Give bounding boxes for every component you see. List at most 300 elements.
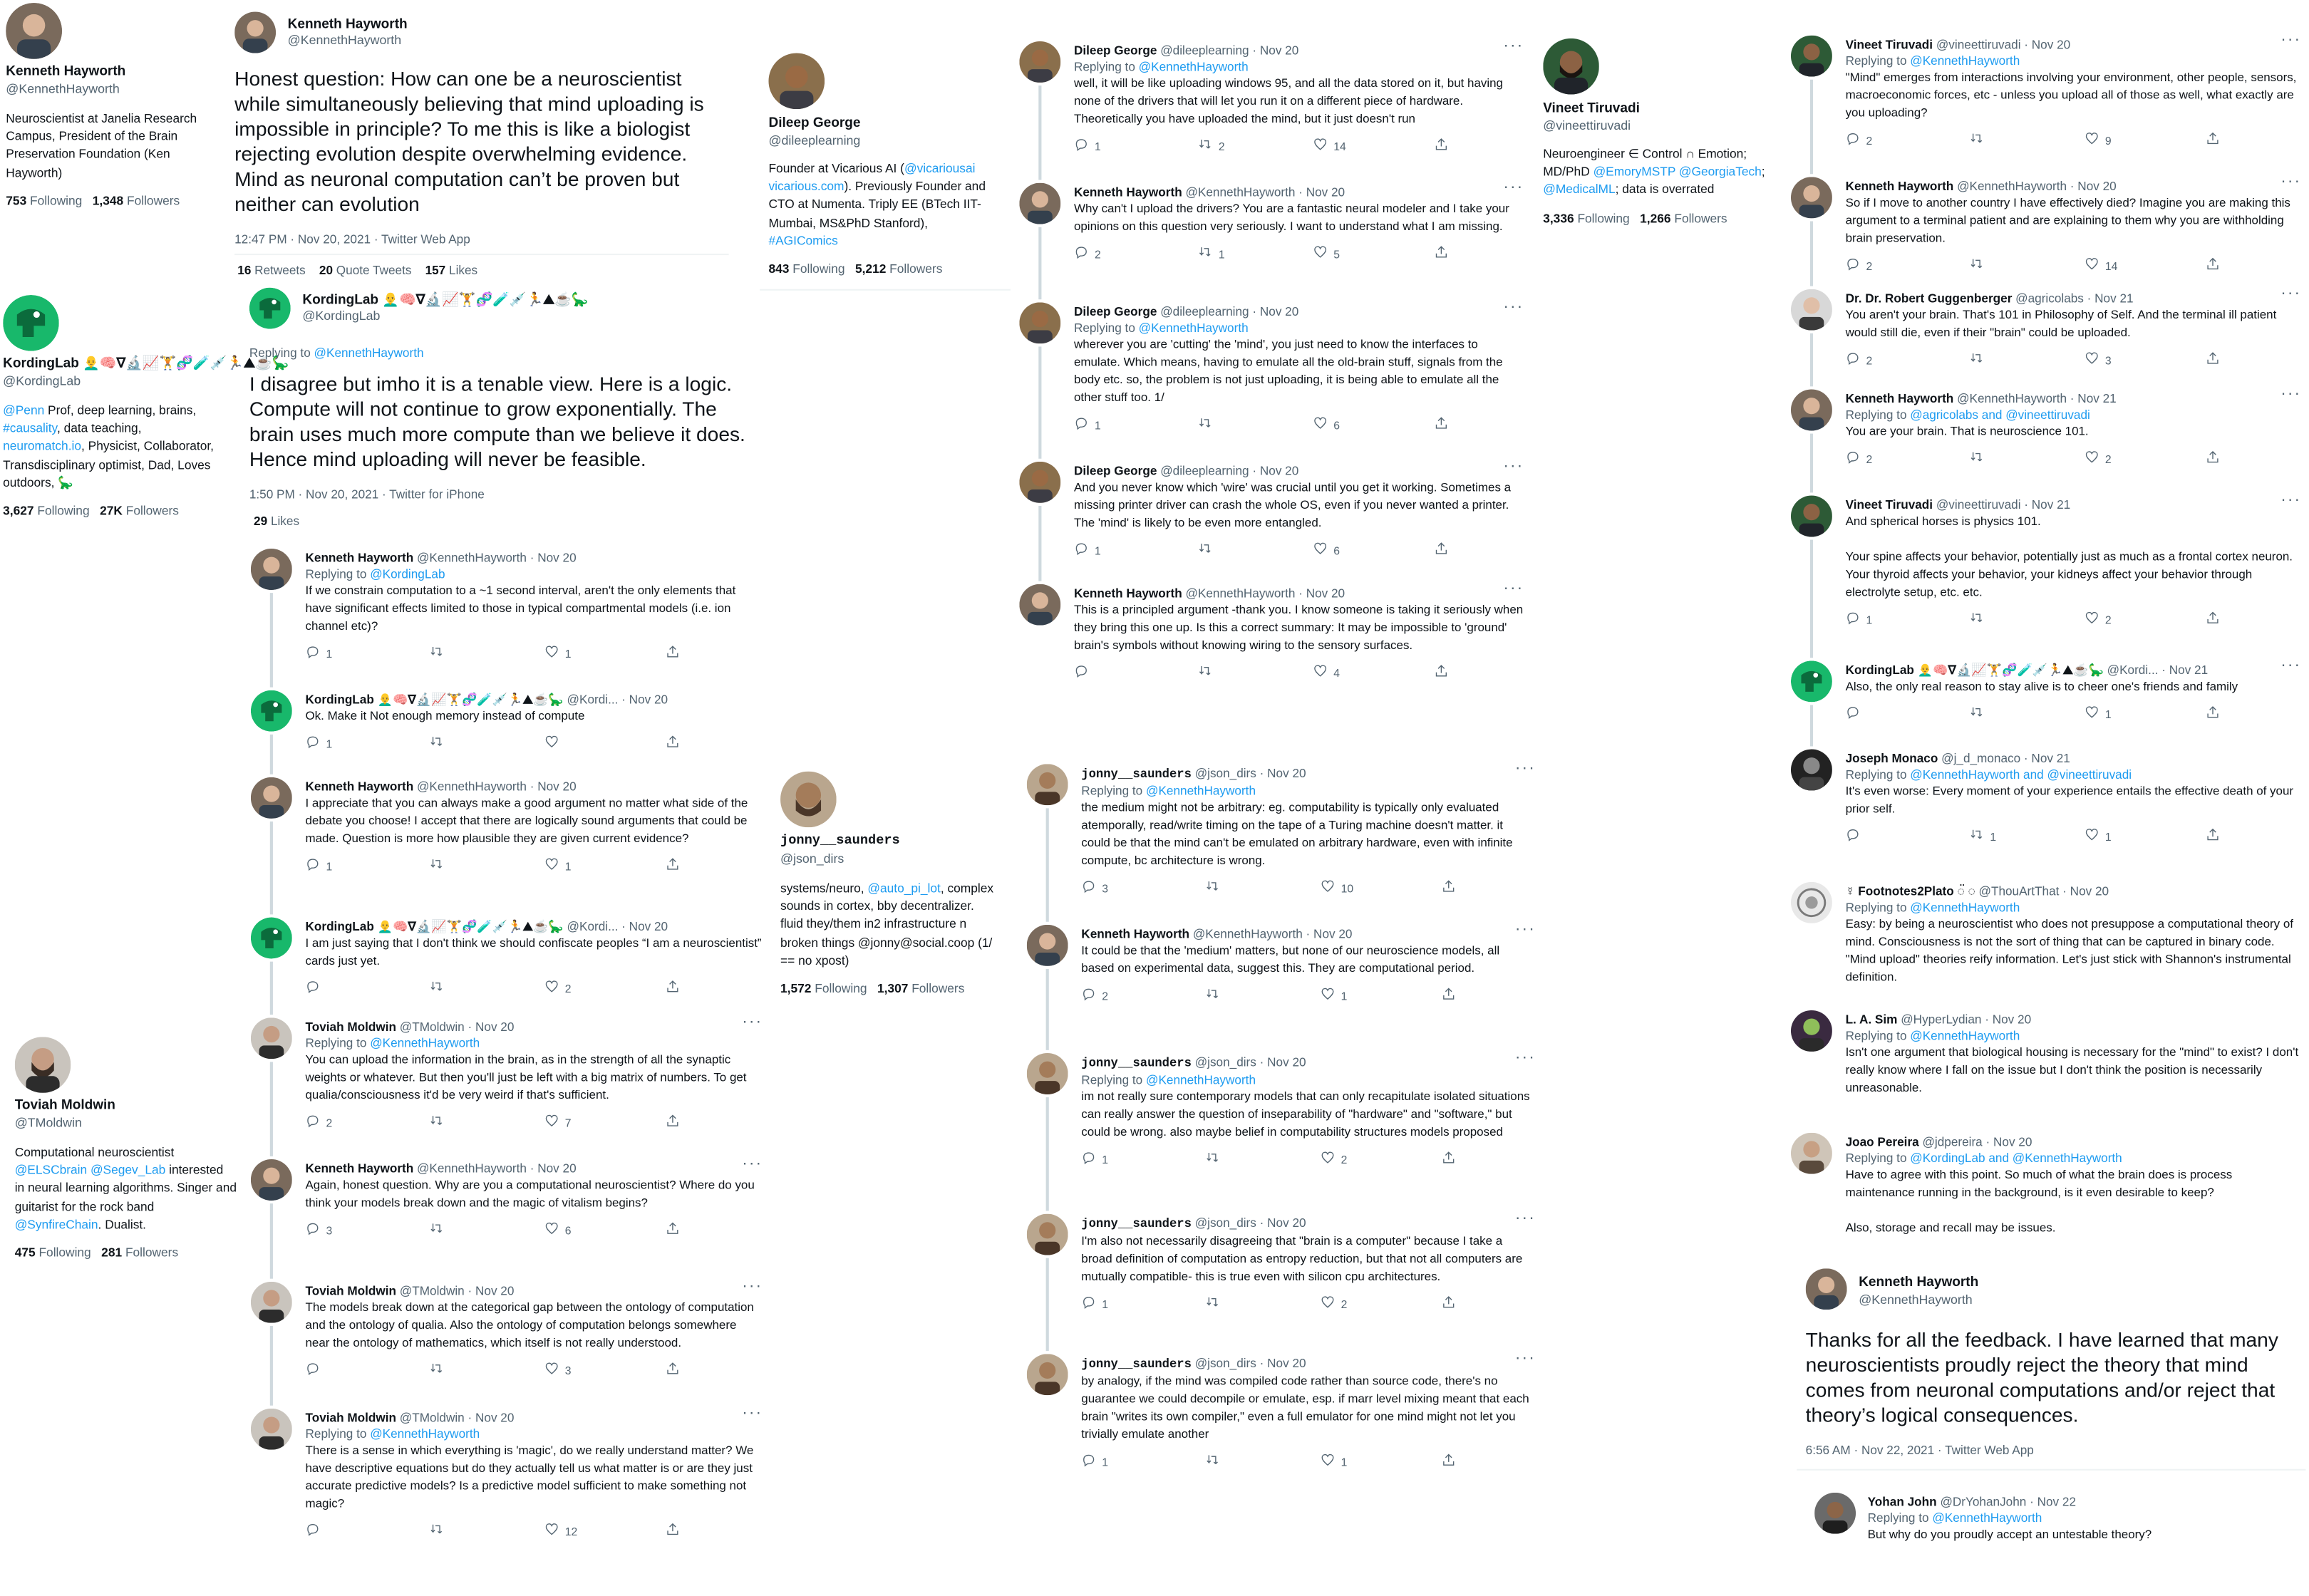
tweet[interactable] bbox=[1081, 1216, 1531, 1313]
avatar[interactable] bbox=[251, 1017, 292, 1059]
avatar[interactable] bbox=[1791, 882, 1832, 923]
share-button[interactable] bbox=[2206, 705, 2221, 723]
share-button[interactable] bbox=[1434, 138, 1449, 155]
share-button[interactable] bbox=[1441, 1295, 1456, 1313]
tweet-author-name[interactable]: Kenneth Hayworth bbox=[305, 550, 414, 565]
like-count: 2 bbox=[564, 981, 572, 995]
retweet-button[interactable] bbox=[1969, 705, 1990, 723]
tweet-author-name[interactable]: Joseph Monaco bbox=[1845, 750, 1938, 766]
avatar[interactable] bbox=[1791, 660, 1832, 702]
avatar[interactable] bbox=[768, 53, 825, 110]
like-button[interactable] bbox=[2085, 611, 2112, 629]
tweet[interactable] bbox=[1074, 463, 1524, 559]
tweet[interactable] bbox=[1081, 765, 1531, 897]
replying-to: Replying to @KennethHayworth bbox=[1073, 58, 1249, 74]
tweet-header bbox=[1074, 43, 1524, 59]
thread-connector bbox=[270, 1203, 273, 1279]
tweet[interactable] bbox=[1846, 178, 2300, 274]
reply-button[interactable] bbox=[1846, 351, 1873, 369]
avatar[interactable] bbox=[1019, 462, 1060, 503]
more-options-icon[interactable]: ··· bbox=[2280, 491, 2302, 509]
tweet-author-handle: @KennethHayworth bbox=[287, 32, 402, 48]
like-button[interactable] bbox=[2085, 450, 2112, 468]
tweet-author-handle[interactable]: @agricolabs · Nov 21 bbox=[2015, 290, 2134, 306]
more-options-icon[interactable]: ··· bbox=[1503, 36, 1524, 55]
tweet-author-name[interactable]: jonny__saunders bbox=[1081, 768, 1192, 782]
tweet-author-name[interactable]: Kenneth Hayworth bbox=[1073, 184, 1182, 200]
tweet-author-handle[interactable]: @KennethHayworth · Nov 21 bbox=[1957, 390, 2117, 406]
tweet-author-handle[interactable]: @vineettiruvadi · Nov 20 bbox=[1936, 36, 2071, 52]
retweet-button[interactable] bbox=[1969, 828, 1996, 846]
tweet-author-handle[interactable]: @json_dirs · Nov 20 bbox=[1194, 765, 1306, 781]
avatar[interactable] bbox=[1791, 289, 1832, 331]
tweet-author-handle[interactable]: @TMoldwin · Nov 20 bbox=[399, 1409, 515, 1425]
like-button[interactable] bbox=[544, 1523, 577, 1540]
replying-to-link[interactable]: @KennethHayworth bbox=[1910, 1027, 2020, 1043]
avatar[interactable] bbox=[251, 918, 292, 959]
reply-button[interactable] bbox=[305, 735, 332, 752]
tweet-text: So if I move to another country I have effectively died? Imagine you are making this argument to a terminal patient and are explaining to them why you are withholding brain preservation. bbox=[1845, 196, 2290, 246]
share-button[interactable] bbox=[2206, 828, 2221, 846]
tweet-text: And you never know which 'wire' was crucial until you get it working. Sometimes a missing printer driver can crash the whole OS, even if you never wanted a printer. The 'mind' is likely to be even more entangled. bbox=[1073, 480, 1512, 530]
kording-avatar-icon[interactable] bbox=[3, 295, 59, 351]
tweet[interactable] bbox=[305, 1283, 763, 1379]
tweet-author-handle[interactable]: @Kordi... · Nov 20 bbox=[567, 918, 668, 934]
retweet-button[interactable] bbox=[429, 980, 450, 998]
replying-to-link[interactable]: @KordingLab bbox=[370, 566, 445, 581]
avatar[interactable] bbox=[251, 777, 292, 819]
reply-button[interactable] bbox=[1074, 245, 1101, 263]
tweet-author-name[interactable]: Toviah Moldwin bbox=[305, 1409, 397, 1425]
thread-connector bbox=[1046, 969, 1049, 1050]
tweet-author-name[interactable]: Kenneth Hayworth bbox=[1081, 926, 1190, 941]
reply-button[interactable] bbox=[305, 645, 332, 663]
retweet-button[interactable] bbox=[1969, 132, 1990, 150]
share-icon bbox=[666, 645, 681, 663]
tweet[interactable] bbox=[305, 919, 763, 998]
tweet[interactable] bbox=[1846, 1012, 2300, 1098]
avatar[interactable] bbox=[1027, 1354, 1068, 1395]
like-button[interactable] bbox=[544, 1362, 572, 1379]
reply-button[interactable] bbox=[1846, 132, 1873, 150]
like-icon bbox=[544, 735, 559, 752]
replying-to-link[interactable]: @KennethHayworth bbox=[1910, 899, 2020, 915]
tweet-author-handle[interactable]: @vineettiruvadi · Nov 21 bbox=[1936, 497, 2071, 512]
more-options-icon[interactable]: ··· bbox=[2280, 284, 2302, 303]
reply-button[interactable] bbox=[1074, 542, 1101, 559]
tweet-header bbox=[1846, 1134, 2300, 1151]
tweet-author-handle[interactable]: @KennethHayworth · Nov 20 bbox=[417, 778, 577, 794]
avatar[interactable] bbox=[1027, 925, 1068, 966]
reply-button[interactable] bbox=[305, 980, 326, 998]
tweet-likes-count[interactable]: 29 Likes bbox=[254, 513, 300, 529]
replying-to-link[interactable]: @KennethHayworth bbox=[1138, 320, 1249, 335]
share-button[interactable] bbox=[666, 645, 681, 663]
tweet[interactable] bbox=[305, 1019, 763, 1131]
tweet-author-handle[interactable]: @KennethHayworth · Nov 20 bbox=[1192, 926, 1353, 941]
retweet-button[interactable] bbox=[429, 1114, 450, 1131]
tweet-author-handle[interactable]: @Kordi... · Nov 21 bbox=[2107, 662, 2209, 678]
reply-button[interactable] bbox=[305, 1221, 332, 1239]
tweet[interactable] bbox=[305, 1161, 763, 1239]
like-button[interactable] bbox=[1321, 1295, 1348, 1313]
avatar[interactable] bbox=[1791, 389, 1832, 430]
avatar[interactable] bbox=[1027, 1214, 1068, 1255]
more-options-icon[interactable]: ··· bbox=[1503, 298, 1524, 316]
tweet[interactable] bbox=[1846, 497, 2300, 629]
tweet[interactable] bbox=[1846, 391, 2300, 468]
tweet-author-handle[interactable]: @HyperLydian · Nov 20 bbox=[1901, 1012, 2032, 1027]
share-button[interactable] bbox=[1441, 987, 1456, 1005]
tweet[interactable] bbox=[1846, 291, 2300, 369]
like-button[interactable] bbox=[544, 645, 572, 663]
replying-to-link[interactable]: @agricolabs and @vineettiruvadi bbox=[1910, 407, 2090, 423]
more-options-icon[interactable]: ··· bbox=[1514, 1349, 1536, 1367]
tweet[interactable] bbox=[1074, 43, 1524, 155]
like-button[interactable] bbox=[1313, 245, 1340, 263]
avatar[interactable] bbox=[1806, 1268, 1847, 1310]
tweet-author-name[interactable]: Dileep George bbox=[1073, 43, 1157, 58]
avatar[interactable] bbox=[1543, 38, 1599, 95]
tweet[interactable] bbox=[1846, 884, 2300, 988]
tweet-header bbox=[1081, 1355, 1531, 1373]
tweet-author-handle[interactable]: @json_dirs · Nov 20 bbox=[1194, 1215, 1306, 1230]
retweet-button[interactable] bbox=[429, 1523, 450, 1540]
retweet-icon bbox=[1205, 1454, 1220, 1471]
replying-to-link[interactable]: @KordingLab and @KennethHayworth bbox=[1910, 1150, 2122, 1166]
share-button[interactable] bbox=[666, 980, 681, 998]
retweet-button[interactable] bbox=[1205, 1454, 1226, 1471]
tweet-header bbox=[1846, 751, 2300, 767]
avatar[interactable] bbox=[251, 1409, 292, 1450]
retweet-button[interactable] bbox=[429, 1221, 450, 1239]
more-options-icon[interactable]: ··· bbox=[1503, 178, 1524, 197]
more-options-icon[interactable]: ··· bbox=[2280, 385, 2302, 403]
like-button[interactable] bbox=[544, 980, 572, 998]
tweet-author-name[interactable]: Dileep George bbox=[1073, 304, 1157, 319]
avatar[interactable] bbox=[1019, 584, 1060, 626]
reply-count: 2 bbox=[1094, 247, 1101, 261]
tweet[interactable]: Yohan John @DrYohanJohn · Nov 22 Replying to @KennethHayworth But why do you proudly accept an untestable theory? bbox=[1867, 1493, 2152, 1542]
retweet-icon bbox=[1198, 245, 1213, 263]
reply-button[interactable] bbox=[1074, 664, 1095, 682]
avatar[interactable] bbox=[1791, 750, 1832, 791]
reply-button[interactable] bbox=[1081, 1295, 1108, 1313]
tweet-author-handle[interactable]: @j_d_monaco · Nov 21 bbox=[1941, 750, 2070, 766]
more-options-icon[interactable]: ··· bbox=[1514, 920, 1536, 938]
reply-icon bbox=[305, 735, 320, 752]
reply-button[interactable] bbox=[1081, 987, 1108, 1005]
replying-to-link[interactable]: @KennethHayworth bbox=[370, 1035, 480, 1050]
share-button[interactable] bbox=[1434, 664, 1449, 682]
tweet-author-handle[interactable]: @json_dirs · Nov 20 bbox=[1194, 1355, 1306, 1371]
tweet-author-name[interactable]: Kenneth Hayworth bbox=[305, 778, 414, 794]
tweet-author-name[interactable]: Dr. Dr. Robert Guggenberger bbox=[1845, 290, 2013, 306]
share-button[interactable] bbox=[666, 1362, 681, 1379]
avatar[interactable] bbox=[234, 12, 276, 53]
retweet-button[interactable] bbox=[1969, 611, 1990, 629]
reply-button[interactable] bbox=[305, 857, 332, 875]
more-options-icon[interactable]: ··· bbox=[742, 1013, 763, 1031]
reply-button[interactable] bbox=[305, 1114, 332, 1131]
tweet-author-name[interactable]: Kenneth Hayworth bbox=[305, 1161, 414, 1176]
like-button[interactable] bbox=[1313, 664, 1340, 682]
thread-connector bbox=[1038, 506, 1041, 581]
like-button[interactable] bbox=[2085, 705, 2112, 723]
retweet-icon bbox=[429, 1221, 444, 1239]
like-button[interactable] bbox=[2085, 257, 2117, 275]
avatar[interactable] bbox=[15, 1037, 71, 1093]
replying-to-link[interactable]: @KennethHayworth bbox=[370, 1426, 480, 1441]
tweet-author-handle[interactable]: @KennethHayworth · Nov 20 bbox=[417, 1161, 577, 1176]
more-options-icon[interactable]: ··· bbox=[1514, 760, 1536, 777]
tweet-author-name[interactable]: Vineet Tiruvadi bbox=[1845, 497, 1933, 512]
like-icon bbox=[1313, 417, 1328, 435]
retweet-button[interactable] bbox=[1198, 138, 1225, 155]
like-count: 1 bbox=[564, 647, 572, 660]
share-icon bbox=[2206, 450, 2221, 468]
tweet-text: well, it will be like uploading windows 95, and all the data stored on it, but having none of the drivers that will let you run it on a different piece of hardware. Theoretically you have uploaded the mind, but it just doesn't run bbox=[1073, 76, 1504, 126]
tweet[interactable] bbox=[1846, 662, 2300, 722]
share-button[interactable] bbox=[666, 857, 681, 875]
replying-to-link[interactable]: @KennethHayworth bbox=[1146, 783, 1256, 798]
divider bbox=[1797, 1469, 2305, 1471]
tweet[interactable] bbox=[1081, 1054, 1531, 1168]
share-button[interactable] bbox=[2206, 351, 2221, 369]
more-options-icon[interactable]: ··· bbox=[742, 1404, 763, 1422]
tweet-author-name[interactable]: Toviah Moldwin bbox=[305, 1282, 397, 1298]
retweet-button[interactable] bbox=[429, 645, 450, 663]
tweet-author-name[interactable]: Joao Pereira bbox=[1845, 1134, 1919, 1149]
reply-button[interactable] bbox=[1081, 879, 1108, 897]
share-button[interactable] bbox=[666, 1221, 681, 1239]
avatar[interactable] bbox=[1791, 36, 1832, 77]
retweet-icon bbox=[429, 735, 444, 752]
tweet[interactable] bbox=[1081, 1355, 1531, 1471]
replying-to-link[interactable]: @KennethHayworth bbox=[1910, 53, 2020, 68]
tweet[interactable] bbox=[1846, 751, 2300, 846]
tweet-header bbox=[1074, 463, 1524, 480]
more-options-icon[interactable]: ··· bbox=[1503, 579, 1524, 598]
retweet-icon bbox=[429, 645, 444, 663]
like-button[interactable] bbox=[1321, 1151, 1348, 1168]
tweet-author-handle[interactable]: @jdpereira · Nov 20 bbox=[1922, 1134, 2032, 1149]
tweet-author-name[interactable]: jonny__saunders bbox=[1081, 1057, 1192, 1071]
tweet-author-handle[interactable]: @TMoldwin · Nov 20 bbox=[399, 1019, 515, 1035]
like-button[interactable] bbox=[544, 735, 565, 752]
share-button[interactable] bbox=[1434, 417, 1449, 435]
retweet-button[interactable] bbox=[1205, 879, 1226, 897]
retweet-button[interactable] bbox=[429, 735, 450, 752]
reply-button[interactable] bbox=[1846, 705, 1866, 723]
more-options-icon[interactable]: ··· bbox=[2280, 31, 2302, 49]
avatar[interactable] bbox=[1814, 1493, 1856, 1534]
avatar[interactable] bbox=[1019, 183, 1060, 224]
tweet-author-handle[interactable]: @KennethHayworth · Nov 20 bbox=[1957, 178, 2117, 194]
like-button[interactable] bbox=[544, 857, 572, 875]
share-button[interactable] bbox=[2206, 257, 2221, 275]
like-button[interactable] bbox=[1321, 879, 1353, 897]
avatar[interactable] bbox=[251, 549, 292, 590]
tweet-author-name[interactable]: L. A. Sim bbox=[1845, 1012, 1898, 1027]
like-icon bbox=[1321, 879, 1336, 897]
avatar[interactable] bbox=[1027, 1053, 1068, 1094]
retweet-button[interactable] bbox=[1198, 417, 1219, 435]
reply-button[interactable] bbox=[305, 1362, 326, 1379]
reply-button[interactable] bbox=[1846, 450, 1873, 468]
more-options-icon[interactable]: ··· bbox=[1514, 1048, 1536, 1067]
share-button[interactable] bbox=[1441, 1151, 1456, 1168]
more-options-icon[interactable]: ··· bbox=[2280, 172, 2302, 191]
tweet[interactable] bbox=[1074, 304, 1524, 434]
kording-avatar-icon[interactable] bbox=[249, 288, 291, 329]
like-button[interactable] bbox=[544, 1114, 572, 1131]
like-count: 2 bbox=[1341, 1297, 1348, 1311]
share-button[interactable] bbox=[2206, 611, 2221, 629]
retweet-button[interactable] bbox=[1205, 1295, 1226, 1313]
avatar[interactable] bbox=[1019, 302, 1060, 343]
tweet-header bbox=[1846, 662, 2300, 678]
avatar[interactable] bbox=[251, 1282, 292, 1323]
avatar[interactable] bbox=[6, 3, 62, 59]
tweet-author-name[interactable]: Kenneth Hayworth bbox=[1845, 390, 1954, 406]
tweet-author-name[interactable]: Vineet Tiruvadi bbox=[1845, 36, 1933, 52]
share-button[interactable] bbox=[2206, 132, 2221, 150]
avatar[interactable] bbox=[1791, 496, 1832, 537]
tweet-author-name[interactable]: jonny__saunders bbox=[1081, 1218, 1192, 1232]
like-icon bbox=[1321, 1295, 1336, 1313]
reply-button[interactable] bbox=[1074, 417, 1101, 435]
tweet[interactable] bbox=[305, 1410, 763, 1540]
tweet-author-name[interactable]: ☿ Footnotes2Plato ◌̈ ◌ bbox=[1845, 883, 1975, 898]
like-button[interactable] bbox=[544, 1221, 572, 1239]
tweet[interactable] bbox=[1081, 926, 1531, 1005]
tweet-author-handle[interactable]: @dileeplearning · Nov 20 bbox=[1160, 462, 1299, 478]
like-count: 1 bbox=[2104, 829, 2112, 844]
tweet-author-handle[interactable]: @KennethHayworth · Nov 20 bbox=[1185, 184, 1345, 200]
like-button[interactable] bbox=[1313, 138, 1345, 155]
reply-button[interactable] bbox=[1846, 611, 1873, 629]
tweet[interactable] bbox=[1846, 1134, 2300, 1238]
share-button[interactable] bbox=[666, 1523, 681, 1540]
profile-handle: @dileeplearning bbox=[768, 133, 861, 147]
divider bbox=[234, 254, 728, 255]
share-button[interactable] bbox=[2206, 450, 2221, 468]
retweet-button[interactable] bbox=[1198, 542, 1219, 559]
replying-to-link[interactable]: @KennethHayworth bbox=[1146, 1072, 1256, 1087]
like-button[interactable] bbox=[1313, 417, 1340, 435]
retweet-button[interactable] bbox=[429, 857, 450, 875]
tweet-author-handle[interactable]: @dileeplearning · Nov 20 bbox=[1160, 43, 1299, 58]
tweet[interactable] bbox=[305, 692, 763, 752]
profile-bio: Neuroengineer ∈ Control ∩ Emotion; MD/PhD @EmoryMSTP @GeorgiaTech; @MedicalML; data is overrated bbox=[1543, 145, 1765, 197]
tweet-author-name[interactable]: KordingLab 👨‍🦲🧠∇🔬📈🏋🧬🧪💉🏃⛰☕🦕 bbox=[305, 691, 564, 707]
tweet-author-name[interactable]: Kenneth Hayworth bbox=[1073, 585, 1182, 601]
tweet-author-name[interactable]: KordingLab 👨‍🦲🧠∇🔬📈🏋🧬🧪💉🏃⛰☕🦕 bbox=[305, 918, 564, 934]
avatar[interactable] bbox=[1791, 1010, 1832, 1052]
avatar[interactable] bbox=[251, 690, 292, 732]
profile-stats: 475 Following 281 Followers bbox=[14, 1245, 179, 1260]
retweet-button[interactable] bbox=[1969, 351, 1990, 369]
tweet-header bbox=[305, 1019, 763, 1035]
share-button[interactable] bbox=[1434, 245, 1449, 263]
retweet-button[interactable] bbox=[1205, 1151, 1226, 1168]
tweet-author-handle[interactable]: @Kordi... · Nov 20 bbox=[567, 691, 668, 707]
tweet[interactable] bbox=[1074, 185, 1524, 263]
like-button[interactable] bbox=[2085, 351, 2112, 369]
share-button[interactable] bbox=[666, 1114, 681, 1131]
tweet[interactable] bbox=[1846, 37, 2300, 150]
reply-button[interactable] bbox=[1846, 828, 1866, 846]
share-button[interactable] bbox=[666, 735, 681, 752]
tweet-author-handle[interactable]: @dileeplearning · Nov 20 bbox=[1160, 304, 1299, 319]
share-button[interactable] bbox=[1434, 542, 1449, 559]
reply-button[interactable] bbox=[1074, 138, 1101, 155]
more-options-icon[interactable]: ··· bbox=[1503, 457, 1524, 475]
tweet[interactable] bbox=[1074, 586, 1524, 682]
more-options-icon[interactable]: ··· bbox=[2280, 656, 2302, 674]
tweet-author-handle[interactable]: @KennethHayworth · Nov 20 bbox=[1185, 585, 1345, 601]
more-options-icon[interactable]: ··· bbox=[742, 1277, 763, 1295]
profile-name: KordingLab 👨‍🦲🧠∇🔬📈🏋🧬🧪💉🏃⛰☕🦕 bbox=[3, 355, 289, 370]
replying-to-link[interactable]: @KennethHayworth and @vineettiruvadi bbox=[1910, 767, 2132, 782]
retweet-button[interactable] bbox=[1969, 450, 1990, 468]
share-button[interactable] bbox=[1441, 879, 1456, 897]
retweet-button[interactable] bbox=[429, 1362, 450, 1379]
tweet-author-name[interactable]: Toviah Moldwin bbox=[305, 1019, 397, 1035]
more-options-icon[interactable]: ··· bbox=[1514, 1209, 1536, 1228]
like-button[interactable] bbox=[1321, 1454, 1348, 1471]
more-options-icon[interactable]: ··· bbox=[742, 1154, 763, 1173]
retweet-button[interactable] bbox=[1205, 987, 1226, 1005]
tweet-author-handle[interactable]: @ThouArtThat · Nov 20 bbox=[1978, 883, 2109, 898]
tweet-engagement-stats[interactable]: 16 Retweets 20 Quote Tweets 157 Likes bbox=[237, 262, 478, 278]
reply-count: 1 bbox=[326, 647, 333, 660]
avatar[interactable] bbox=[251, 1159, 292, 1201]
like-button[interactable] bbox=[2085, 828, 2112, 846]
tweet[interactable] bbox=[305, 779, 763, 875]
like-button[interactable] bbox=[2085, 132, 2112, 150]
tweet-header bbox=[305, 692, 763, 708]
avatar[interactable] bbox=[1791, 177, 1832, 218]
share-icon bbox=[2206, 705, 2221, 723]
replying-to-link[interactable]: @KennethHayworth bbox=[1138, 58, 1249, 74]
like-button[interactable] bbox=[1313, 542, 1340, 559]
reply-button[interactable] bbox=[1846, 257, 1873, 275]
reply-button[interactable] bbox=[305, 1523, 326, 1540]
tweet-author-handle[interactable]: @TMoldwin · Nov 20 bbox=[399, 1282, 515, 1298]
retweet-button[interactable] bbox=[1198, 664, 1219, 682]
tweet-author-name[interactable]: KordingLab 👨‍🦲🧠∇🔬📈🏋🧬🧪💉🏃⛰☕🦕 bbox=[1845, 662, 2104, 678]
like-button[interactable] bbox=[1321, 987, 1348, 1005]
retweet-button[interactable] bbox=[1969, 257, 1990, 275]
avatar[interactable] bbox=[1019, 41, 1060, 83]
tweet-author-name[interactable]: jonny__saunders bbox=[1081, 1358, 1192, 1372]
tweet[interactable] bbox=[305, 550, 763, 663]
reply-button[interactable] bbox=[1081, 1151, 1108, 1168]
avatar[interactable] bbox=[1027, 764, 1068, 805]
reply-button[interactable] bbox=[1081, 1454, 1108, 1471]
tweet-author-name[interactable]: Kenneth Hayworth bbox=[1845, 178, 1954, 194]
tweet-author-handle[interactable]: @KennethHayworth · Nov 20 bbox=[417, 550, 577, 565]
share-button[interactable] bbox=[1441, 1454, 1456, 1471]
like-count: 3 bbox=[564, 1364, 572, 1377]
avatar[interactable] bbox=[780, 772, 837, 828]
retweet-button[interactable] bbox=[1198, 245, 1225, 263]
avatar[interactable] bbox=[1791, 1133, 1832, 1174]
tweet-author-name[interactable]: Dileep George bbox=[1073, 462, 1157, 478]
tweet-author-handle[interactable]: @json_dirs · Nov 20 bbox=[1194, 1054, 1306, 1069]
